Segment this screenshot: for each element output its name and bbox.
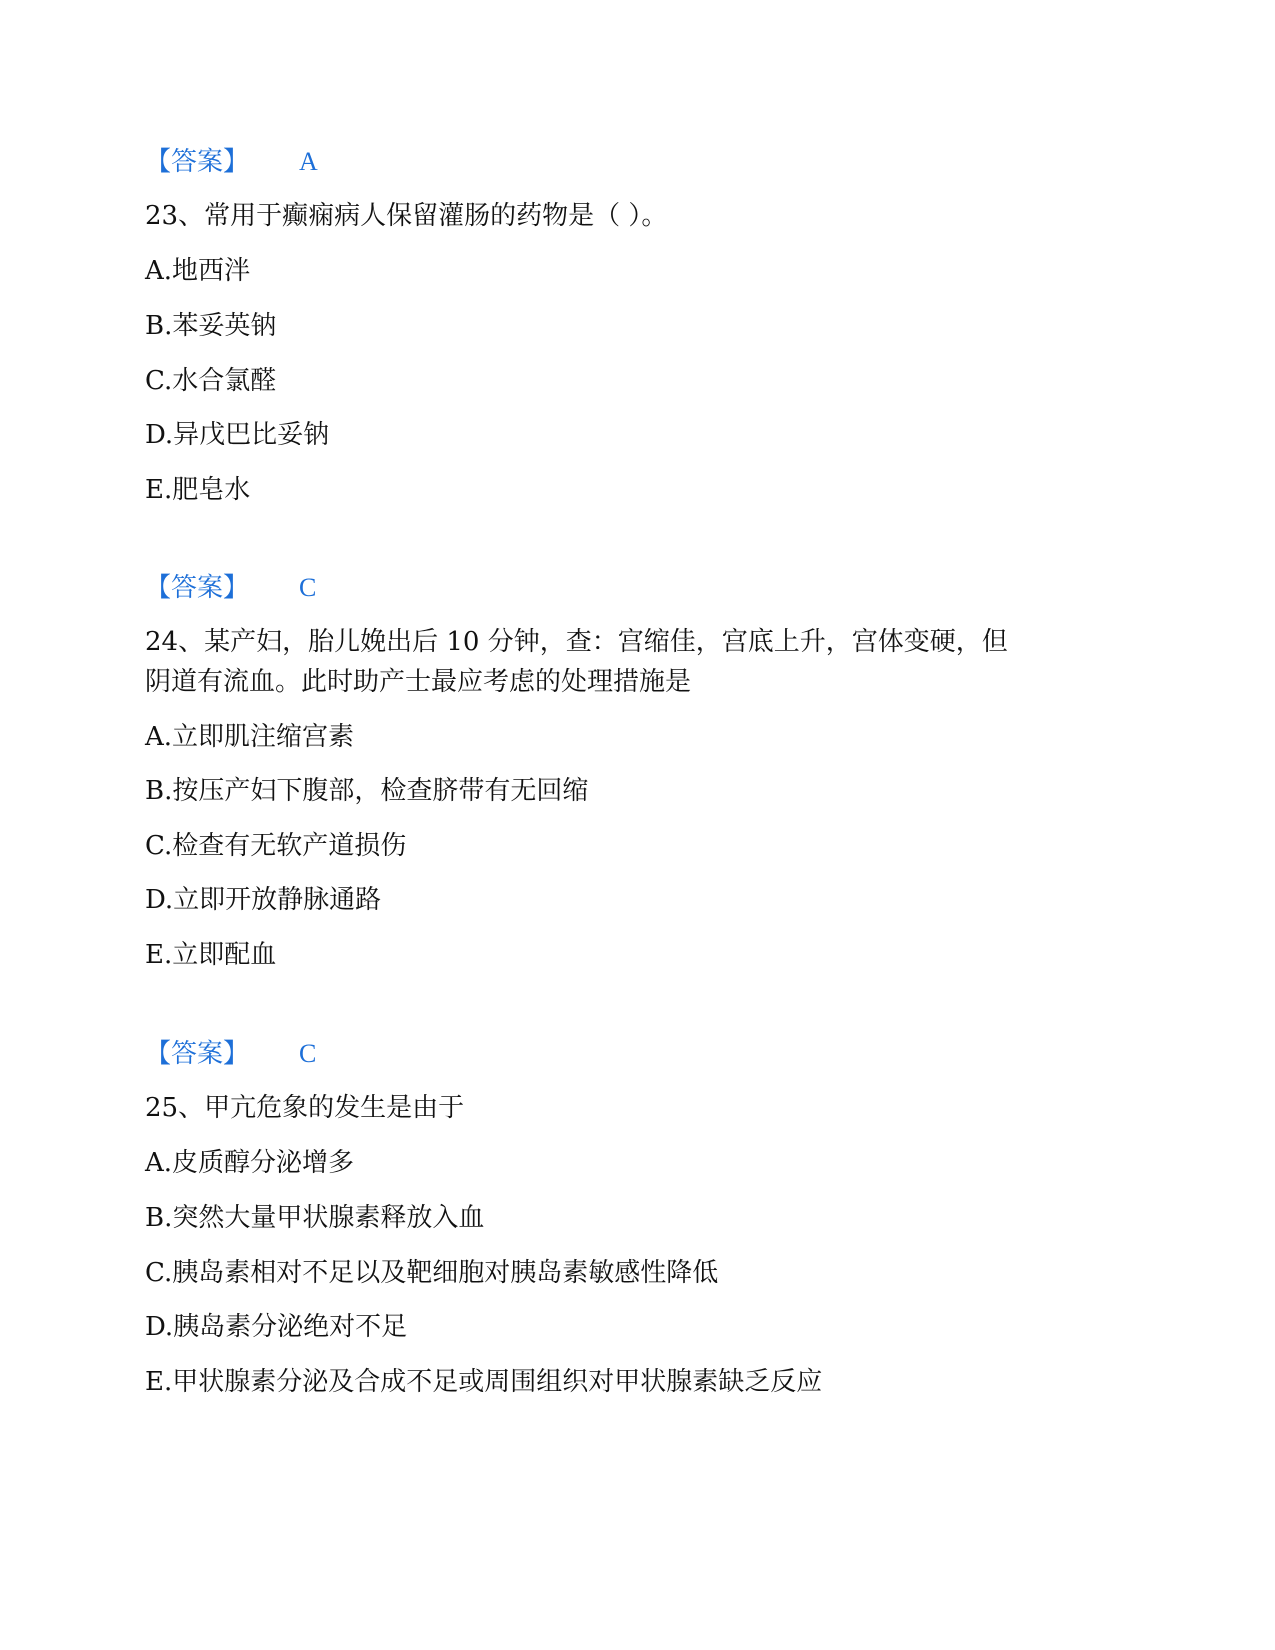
- option-d: D.异戊巴比妥钠: [145, 420, 330, 450]
- answer-value: A: [299, 147, 318, 176]
- answer-line: [145, 1034, 316, 1074]
- option-c: C.胰岛素相对不足以及靶细胞对胰岛素敏感性降低: [145, 1258, 719, 1288]
- answer-value: C: [299, 573, 317, 602]
- answer-label: 【答案】: [145, 573, 250, 603]
- option-c: C.检查有无软产道损伤: [145, 831, 407, 861]
- answer-line: [145, 142, 318, 182]
- option-b: B.苯妥英钠: [145, 311, 277, 341]
- answer-value: C: [299, 1039, 317, 1068]
- option-d: D.胰岛素分泌绝对不足: [145, 1312, 408, 1342]
- option-d: D.立即开放静脉通路: [145, 885, 382, 915]
- option-b: B.突然大量甲状腺素释放入血: [145, 1203, 485, 1233]
- option-c: C.水合氯醛: [145, 366, 277, 396]
- answer-label: 【答案】: [145, 147, 250, 177]
- option-a: A.皮质醇分泌增多: [145, 1148, 355, 1178]
- answer-line: [145, 568, 316, 608]
- option-a: A.立即肌注缩宫素: [145, 722, 355, 752]
- answer-label: 【答案】: [145, 1039, 250, 1069]
- option-e: E.立即配血: [145, 940, 277, 970]
- question-stem: 23、常用于癫痫病人保留灌肠的药物是（ ）。: [145, 201, 668, 231]
- question-stem: 25、甲亢危象的发生是由于: [145, 1093, 465, 1123]
- option-a: A.地西泮: [145, 256, 251, 286]
- option-b: B.按压产妇下腹部，检查脐带有无回缩: [145, 776, 589, 806]
- question-stem: 24、某产妇，胎儿娩出后 10 分钟，查：宫缩佳，宫底上升，宫体变硬，但: [145, 627, 1008, 657]
- option-e: E.肥皂水: [145, 475, 251, 505]
- option-e: E.甲状腺素分泌及合成不足或周围组织对甲状腺素缺乏反应: [145, 1367, 823, 1397]
- question-stem-cont: 阴道有流血。此时助产士最应考虑的处理措施是: [145, 667, 692, 697]
